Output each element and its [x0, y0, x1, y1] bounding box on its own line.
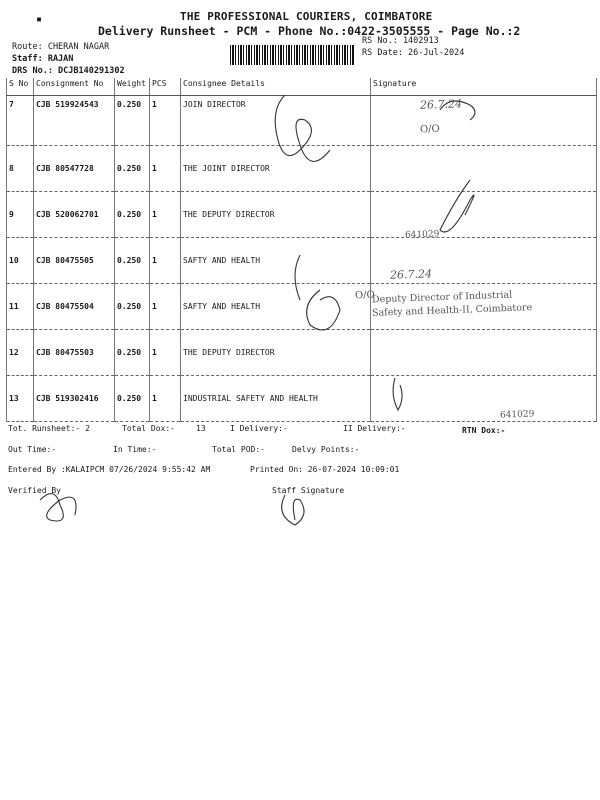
stamp-od: O/O [419, 123, 440, 136]
weight-cell: 0.250 [115, 376, 150, 422]
tot-runsheet: Tot. Runsheet:- 2 [8, 424, 90, 433]
weight-cell: 0.250 [115, 284, 150, 330]
consignment-cell: CJB 80475503 [34, 330, 115, 376]
consignee-cell: THE DEPUTY DIRECTOR [181, 330, 371, 376]
stamp-deputy-line2: Safety and Health-II, Coimbatore [371, 302, 533, 319]
route-label: Route: CHERAN NAGAR [12, 42, 110, 52]
stamp-pin: 641029 [404, 229, 440, 241]
verified-signature [40, 494, 76, 521]
signature-scribble [307, 290, 340, 330]
weight-cell: 0.250 [115, 238, 150, 284]
sno-cell: 12 [7, 330, 34, 376]
consignment-cell: CJB 519302416 [34, 376, 115, 422]
total-pod: Total POD:- [212, 445, 265, 454]
total-dox-value: 13 [196, 424, 206, 433]
consignment-cell: CJB 80475504 [34, 284, 115, 330]
signature-scribble [440, 180, 474, 232]
pcs-cell: 1 [150, 238, 181, 284]
consignment-cell: CJB 80547728 [34, 146, 115, 192]
col-sno: S No [7, 78, 34, 96]
i-delivery: I Delivery:- [230, 424, 288, 433]
sno-cell: 8 [7, 146, 34, 192]
consignee-cell: SAFTY AND HEALTH [181, 284, 371, 330]
out-time: Out Time:- [8, 445, 57, 454]
consignee-cell: THE JOINT DIRECTOR [181, 146, 371, 192]
stamp-od: O/O [354, 289, 375, 302]
drs-number: DRS No.: DCJB140291302 [12, 66, 125, 76]
runsheet-title: Delivery Runsheet - PCM - Phone No.:0422-3505555 - Page No.:2 [98, 24, 521, 38]
col-consignment: Consignment No [34, 78, 115, 96]
weight-cell: 0.250 [115, 330, 150, 376]
in-time: In Time:- [113, 445, 157, 454]
staff-label: Staff: RAJAN [12, 54, 74, 64]
pcs-cell: 1 [150, 330, 181, 376]
consignment-cell: CJB 520062701 [34, 192, 115, 238]
staff-signature-mark [282, 495, 304, 525]
pcs-cell: 1 [150, 284, 181, 330]
company-name: THE PROFESSIONAL COURIERS, COIMBATORE [180, 10, 433, 23]
stamp-pin: 641029 [499, 409, 535, 421]
consignee-cell: INDUSTRIAL SAFETY AND HEALTH [181, 376, 371, 422]
consignment-cell: CJB 519924543 [34, 96, 115, 146]
col-consignee: Consignee Details [181, 78, 371, 96]
rtn-dox: RTN Dox:- [462, 426, 506, 435]
stamp-deputy-line1: Deputy Director of Industrial [371, 289, 513, 306]
rs-number: RS No.: 1402913 [362, 36, 439, 46]
rs-date: RS Date: 26-Jul-2024 [362, 48, 465, 58]
consignee-cell: THE DEPUTY DIRECTOR [181, 192, 371, 238]
corner-mark: ▪ [36, 14, 43, 25]
printed-on: Printed On: 26-07-2024 10:09:01 [250, 465, 400, 474]
sno-cell: 9 [7, 192, 34, 238]
total-dox-label: Total Dox:- [122, 424, 175, 433]
sno-cell: 13 [7, 376, 34, 422]
pcs-cell: 1 [150, 146, 181, 192]
ii-delivery: II Delivery:- [343, 424, 406, 433]
signature-scribble [393, 378, 402, 410]
weight-cell: 0.250 [115, 146, 150, 192]
signature-scribble [295, 255, 300, 300]
col-signature: Signature [371, 78, 597, 96]
sno-cell: 7 [7, 96, 34, 146]
weight-cell: 0.250 [115, 192, 150, 238]
sno-cell: 11 [7, 284, 34, 330]
consignment-cell: CJB 80475505 [34, 238, 115, 284]
pcs-cell: 1 [150, 96, 181, 146]
col-weight: Weight [115, 78, 150, 96]
col-pcs: PCS [150, 78, 181, 96]
consignee-cell: SAFTY AND HEALTH [181, 238, 371, 284]
staff-signature-label: Staff Signature [272, 486, 345, 495]
pcs-cell: 1 [150, 376, 181, 422]
entered-by: Entered By :KALAIPCM 07/26/2024 9:55:42 AM [8, 465, 211, 474]
verified-by-label: Verified By [8, 486, 61, 495]
delvy-points: Delvy Points:- [292, 445, 360, 454]
consignee-cell: JOIN DIRECTOR [181, 96, 371, 146]
sno-cell: 10 [7, 238, 34, 284]
pcs-cell: 1 [150, 192, 181, 238]
handwritten-date: 26.7.24 [389, 267, 433, 282]
weight-cell: 0.250 [115, 96, 150, 146]
signature-scribble [275, 95, 330, 161]
handwritten-date: 26.7.24 [419, 97, 463, 112]
